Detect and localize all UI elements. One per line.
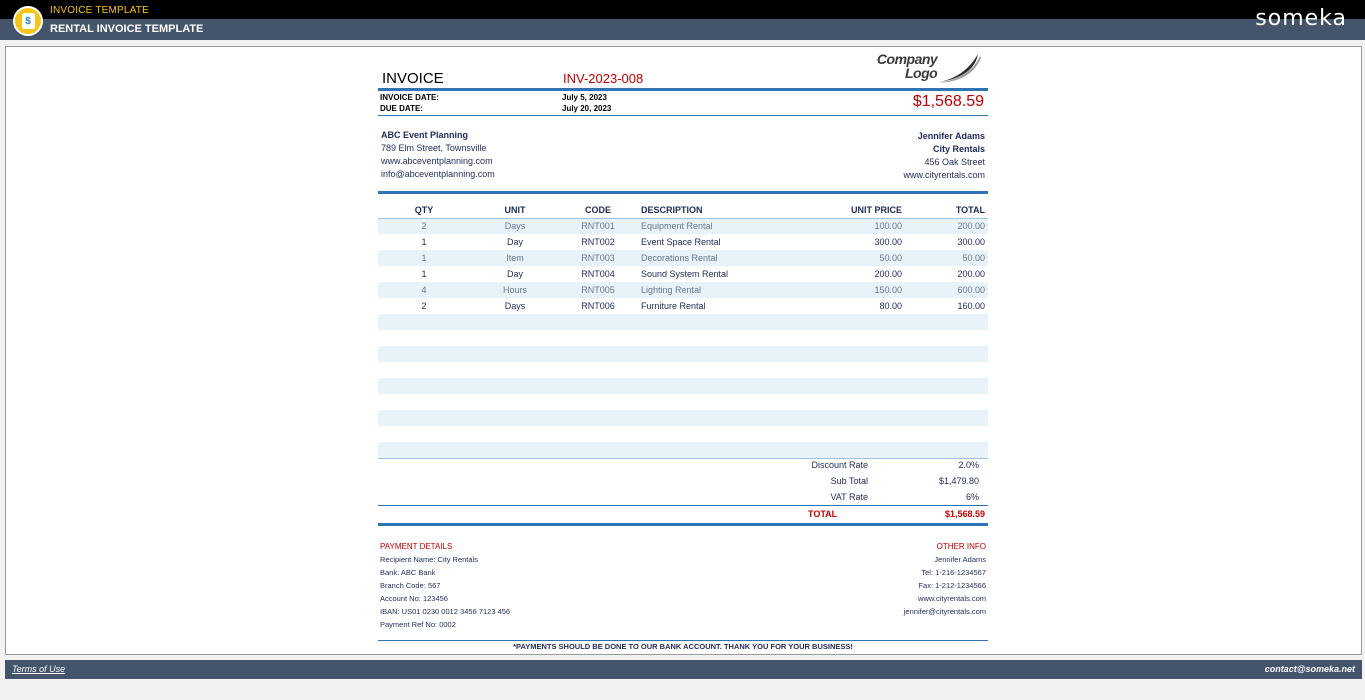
divider — [378, 640, 988, 641]
sender-email[interactable]: info@abceventplanning.com — [381, 169, 495, 179]
cell-total[interactable]: 600.00 — [902, 282, 988, 298]
divider — [378, 523, 988, 526]
cell-code[interactable] — [560, 314, 636, 330]
cell-description[interactable] — [636, 314, 786, 330]
bottom-bar — [5, 660, 1362, 679]
cell-description[interactable] — [636, 378, 786, 394]
cell-qty[interactable] — [378, 442, 470, 458]
cell-description[interactable] — [636, 442, 786, 458]
cell-unit[interactable] — [470, 362, 560, 378]
table-row — [378, 330, 988, 346]
col-unit-price: UNIT PRICE — [786, 202, 902, 218]
cell-unit[interactable]: Days — [470, 218, 560, 234]
cell-qty[interactable] — [378, 410, 470, 426]
summary — [758, 458, 988, 506]
cell-total[interactable] — [902, 426, 988, 442]
cell-qty[interactable] — [378, 330, 470, 346]
cell-unit-price[interactable]: 100.00 — [786, 218, 902, 234]
cell-qty[interactable]: 2 — [421, 301, 427, 311]
cell-qty[interactable] — [378, 346, 470, 362]
cell-unit-price[interactable]: 150.00 — [786, 282, 902, 298]
col-unit: UNIT — [470, 202, 560, 218]
payment-bank[interactable]: Bank: ABC Bank — [380, 568, 436, 577]
cell-unit[interactable] — [470, 426, 560, 442]
cell-total[interactable]: 50.00 — [902, 250, 988, 266]
total-row — [378, 507, 988, 523]
cell-code[interactable] — [560, 394, 636, 410]
vat-label: VAT Rate — [830, 492, 868, 502]
cell-qty[interactable] — [378, 426, 470, 442]
invoice-total-display: $1,568.59 — [912, 93, 984, 110]
table-row — [378, 234, 988, 250]
cell-unit[interactable]: Item — [470, 250, 560, 266]
cell-description[interactable]: Furniture Rental — [641, 301, 706, 311]
recipient-address[interactable]: 456 Oak Street — [924, 157, 985, 167]
cell-description[interactable] — [636, 426, 786, 442]
cell-total[interactable] — [902, 378, 988, 394]
table-row — [378, 298, 988, 314]
cell-unit-price[interactable] — [786, 426, 902, 442]
cell-unit[interactable]: Day — [506, 237, 523, 247]
cell-description[interactable] — [636, 410, 786, 426]
cell-unit-price[interactable]: 80.00 — [879, 301, 902, 311]
cell-code[interactable]: RNT002 — [581, 237, 615, 247]
cell-unit[interactable] — [470, 442, 560, 458]
dates — [380, 92, 612, 114]
cell-qty[interactable]: 1 — [378, 250, 470, 266]
cell-total[interactable] — [902, 394, 988, 410]
cell-total[interactable]: 160.00 — [957, 301, 985, 311]
table-row — [378, 218, 988, 234]
sender-address[interactable]: 789 Elm Street, Townsville — [381, 143, 487, 153]
table-row — [378, 394, 988, 410]
recipient-company[interactable]: City Rentals — [932, 144, 985, 154]
cell-unit[interactable]: Days — [504, 301, 526, 311]
invoice-title: INVOICE — [382, 70, 444, 87]
cell-qty[interactable] — [378, 378, 470, 394]
app-icon — [13, 6, 43, 36]
cell-description[interactable] — [636, 330, 786, 346]
cell-qty[interactable]: 2 — [378, 218, 470, 234]
col-description: DESCRIPTION — [636, 202, 786, 218]
sender-name[interactable]: ABC Event Planning — [381, 130, 469, 140]
sender-web[interactable]: www.abceventplanning.com — [381, 156, 493, 166]
col-qty: QTY — [378, 202, 470, 218]
invoice-number[interactable]: INV-2023-008 — [563, 71, 644, 86]
cell-total[interactable]: 300.00 — [957, 237, 985, 247]
app-title: INVOICE TEMPLATE — [50, 5, 149, 16]
vat-value[interactable]: 6% — [965, 492, 979, 502]
cell-description[interactable]: Decorations Rental — [636, 250, 786, 266]
cell-unit-price[interactable] — [786, 442, 902, 458]
table-row — [378, 378, 988, 394]
due-date[interactable]: July 20, 2023 — [562, 104, 612, 113]
recipient-name[interactable]: Jennifer Adams — [917, 131, 985, 141]
sheet-title: RENTAL INVOICE TEMPLATE — [50, 23, 204, 35]
cell-total[interactable] — [902, 362, 988, 378]
cell-total[interactable] — [902, 410, 988, 426]
cell-total[interactable] — [902, 314, 988, 330]
logo-swoosh-icon — [936, 52, 982, 84]
payment-heading: PAYMENT DETAILS — [380, 542, 453, 551]
table-header — [378, 202, 988, 218]
other-email[interactable]: jennifer@cityrentals.com — [903, 607, 986, 616]
table-row — [378, 314, 988, 330]
cell-description[interactable] — [636, 362, 786, 378]
cell-total[interactable] — [902, 330, 988, 346]
terms-link[interactable]: Terms of Use — [12, 664, 66, 674]
other-info — [904, 540, 986, 618]
cell-unit-price[interactable]: 200.00 — [874, 269, 902, 279]
cell-description[interactable]: Equipment Rental — [636, 218, 786, 234]
total-label: TOTAL — [808, 509, 838, 519]
subtotal-label: Sub Total — [830, 476, 868, 486]
cell-code[interactable] — [560, 362, 636, 378]
cell-code[interactable]: RNT005 — [560, 282, 636, 298]
table-row — [378, 410, 988, 426]
sender-info — [381, 129, 495, 181]
other-name[interactable]: Jennifer Adams — [934, 555, 986, 564]
cell-code[interactable] — [560, 346, 636, 362]
logo-line2: Logo — [905, 65, 938, 81]
divider — [378, 88, 988, 91]
col-total: TOTAL — [902, 202, 988, 218]
cell-unit-price[interactable] — [786, 330, 902, 346]
cell-unit[interactable]: Day — [506, 269, 523, 279]
divider — [378, 505, 988, 506]
cell-unit[interactable] — [470, 330, 560, 346]
other-tel[interactable]: Tel: 1-216-1234567 — [921, 568, 986, 577]
payment-recipient[interactable]: Recipient Name: City Rentals — [380, 555, 478, 564]
cell-unit-price[interactable] — [786, 394, 902, 410]
cell-description[interactable]: Lighting Rental — [636, 282, 786, 298]
top-bar-sub — [0, 19, 1365, 40]
vat-row — [758, 490, 988, 506]
cell-unit[interactable] — [470, 314, 560, 330]
cell-unit[interactable] — [470, 394, 560, 410]
payment-details — [380, 540, 510, 631]
top-bar — [0, 0, 1365, 40]
cell-description[interactable]: Event Space Rental — [641, 237, 721, 247]
cell-unit[interactable]: Hours — [470, 282, 560, 298]
cell-total[interactable] — [902, 442, 988, 458]
cell-total[interactable]: 200.00 — [902, 218, 988, 234]
cell-unit-price[interactable] — [786, 314, 902, 330]
cell-qty[interactable] — [378, 314, 470, 330]
payment-note: *PAYMENTS SHOULD BE DONE TO OUR BANK ACCOUNT. THANK YOU FOR YOUR BUSINESS! — [513, 642, 853, 651]
recipient-info — [903, 130, 985, 182]
table-row — [378, 442, 988, 458]
cell-code[interactable]: RNT004 — [581, 269, 615, 279]
cell-unit-price[interactable] — [786, 346, 902, 362]
dollar-icon: $ — [22, 13, 35, 29]
cell-unit-price[interactable]: 300.00 — [874, 237, 902, 247]
cell-qty[interactable]: 1 — [421, 269, 427, 279]
cell-code[interactable] — [560, 330, 636, 346]
cell-code[interactable] — [560, 378, 636, 394]
table-row — [378, 266, 988, 282]
other-heading: OTHER INFO — [936, 542, 986, 551]
invoice-date-label: INVOICE DATE: — [380, 93, 439, 102]
cell-unit[interactable] — [470, 378, 560, 394]
contact-link[interactable]: contact@someka.net — [1264, 664, 1355, 674]
table-row — [378, 362, 988, 378]
items-table — [378, 202, 988, 459]
total-value: $1,568.59 — [944, 509, 985, 519]
discount-label: Discount Rate — [811, 460, 868, 470]
other-web[interactable]: www.cityrentals.com — [918, 594, 986, 603]
cell-unit[interactable] — [470, 410, 560, 426]
payment-iban[interactable]: IBAN: US01 0230 0012 3456 7123 456 — [380, 607, 511, 616]
cell-unit[interactable] — [470, 346, 560, 362]
cell-description[interactable]: Sound System Rental — [641, 269, 729, 279]
recipient-web[interactable]: www.cityrentals.com — [903, 170, 985, 180]
logo-line1: Company — [876, 51, 938, 67]
cell-total[interactable] — [902, 346, 988, 362]
subtotal-value: $1,479.80 — [938, 476, 979, 486]
invoice — [378, 50, 988, 655]
brand-logo[interactable]: someka — [1255, 6, 1347, 31]
cell-unit-price[interactable]: 50.00 — [786, 250, 902, 266]
due-date-label: DUE DATE: — [380, 104, 423, 113]
cell-description[interactable] — [636, 394, 786, 410]
cell-qty[interactable]: 1 — [421, 237, 427, 247]
cell-code[interactable]: RNT006 — [581, 301, 615, 311]
cell-unit-price[interactable] — [786, 378, 902, 394]
payment-branch[interactable]: Branch Code: 567 — [380, 581, 441, 590]
divider — [378, 191, 988, 194]
divider — [378, 115, 988, 116]
cell-code[interactable]: RNT003 — [560, 250, 636, 266]
other-fax[interactable]: Fax: 1-212-1234566 — [918, 581, 986, 590]
table-row — [378, 250, 988, 266]
cell-description[interactable] — [636, 346, 786, 362]
company-logo — [870, 52, 985, 86]
cell-code[interactable] — [560, 410, 636, 426]
cell-qty[interactable] — [378, 394, 470, 410]
col-code: CODE — [560, 202, 636, 218]
cell-qty[interactable] — [378, 362, 470, 378]
table-row — [378, 426, 988, 442]
table-row — [378, 282, 988, 298]
payment-ref[interactable]: Payment Ref No: 0002 — [380, 620, 456, 629]
cell-unit-price[interactable] — [786, 362, 902, 378]
subtotal-row — [758, 474, 988, 490]
date-values — [562, 92, 611, 114]
cell-unit-price[interactable] — [786, 410, 902, 426]
table-row — [378, 346, 988, 362]
cell-total[interactable]: 200.00 — [957, 269, 985, 279]
discount-row — [758, 458, 988, 474]
cell-code[interactable]: RNT001 — [560, 218, 636, 234]
cell-code[interactable] — [560, 426, 636, 442]
discount-value[interactable]: 2.0% — [958, 460, 979, 470]
cell-qty[interactable]: 4 — [378, 282, 470, 298]
payment-account[interactable]: Account No: 123456 — [380, 594, 448, 603]
cell-code[interactable] — [560, 442, 636, 458]
invoice-date[interactable]: July 5, 2023 — [562, 93, 607, 102]
